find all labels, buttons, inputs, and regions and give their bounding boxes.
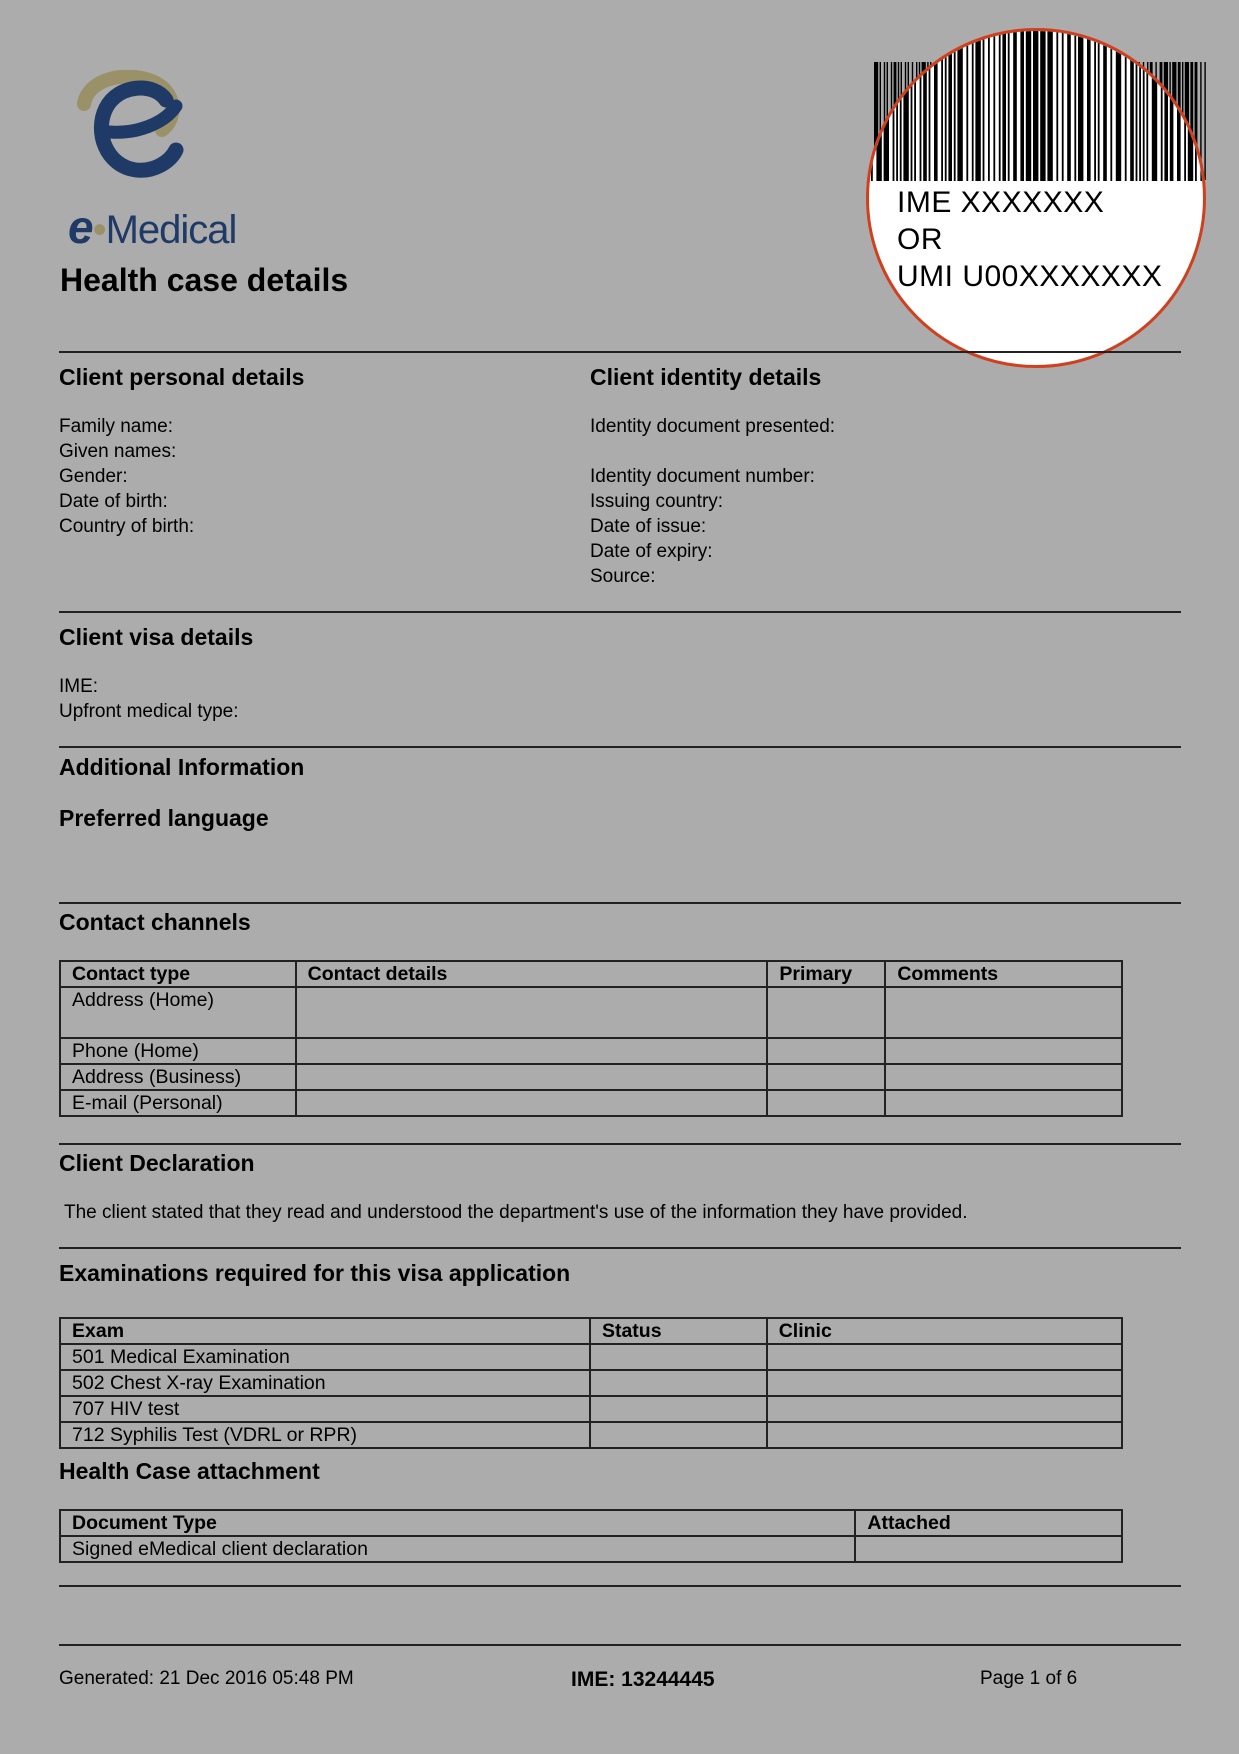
examinations-table (59, 1317, 1123, 1449)
clinic-cell (767, 1344, 1122, 1370)
barcode-bar (911, 31, 913, 181)
column-header: Exam (60, 1318, 590, 1344)
column-header: Primary (767, 961, 885, 987)
barcode-bar (1188, 31, 1193, 181)
exam-cell: 502 Chest X-ray Examination (60, 1370, 590, 1396)
barcode-bar (948, 31, 952, 181)
field-upfront-medical-type: Upfront medical type: (59, 701, 239, 722)
barcode-bar (1033, 31, 1038, 181)
generated-timestamp: Generated: 21 Dec 2016 05:48 PM (59, 1668, 354, 1689)
barcode-bar (1087, 31, 1091, 181)
clinic-cell (767, 1396, 1122, 1422)
preferred-language-heading: Preferred language (59, 805, 269, 831)
divider (59, 902, 1181, 904)
barcode-bar (1204, 62, 1205, 180)
magnifier-text (897, 184, 1162, 295)
logo-e-letter: e (68, 201, 93, 253)
barcode-bar (1146, 31, 1148, 181)
barcode-bar (1094, 31, 1096, 181)
logo-dot: • (92, 208, 106, 252)
table-row (60, 987, 1122, 1038)
barcode-bar (896, 31, 898, 181)
barcode-bar (1139, 31, 1141, 181)
divider (59, 611, 1181, 613)
table-row (60, 1038, 1122, 1064)
document-type-cell: Signed eMedical client declaration (60, 1536, 855, 1562)
emedical-logo-text (68, 200, 236, 254)
client-declaration-text: The client stated that they read and understood the department's use of the information they have provided. (64, 1202, 968, 1223)
footer-divider (59, 1644, 1181, 1646)
barcode-bar (1130, 31, 1134, 181)
divider (59, 1247, 1181, 1249)
field-date-of-birth: Date of birth: (59, 491, 168, 512)
contact-type-cell: E-mail (Personal) (60, 1090, 296, 1116)
barcode-bar (884, 31, 889, 181)
barcode-bar (941, 31, 943, 181)
magnifier-line-umi: UMI U00XXXXXXX (897, 260, 1163, 293)
barcode-bar (1200, 31, 1202, 181)
field-date-of-issue: Date of issue: (590, 516, 707, 537)
barcode-bar (975, 31, 980, 181)
table-row (60, 1396, 1122, 1422)
contact-details-cell (296, 1038, 768, 1064)
clinic-cell (767, 1370, 1122, 1396)
column-header: Contact details (296, 961, 768, 987)
column-header: Contact type (60, 961, 296, 987)
barcode-bar (954, 31, 956, 181)
barcode-bar (1170, 31, 1174, 181)
barcode-bar (966, 31, 968, 181)
barcode-bar (1020, 31, 1024, 181)
column-header: Attached (855, 1510, 1122, 1536)
barcode-bar (999, 31, 1001, 181)
barcode-bar (1195, 31, 1197, 181)
field-identity-document-presented: Identity document presented: (590, 416, 836, 437)
barcode-bar (957, 31, 962, 181)
clinic-cell (767, 1422, 1122, 1448)
status-cell (590, 1422, 767, 1448)
personal-details-heading: Client personal details (59, 364, 305, 390)
additional-information-heading: Additional Information (59, 754, 305, 780)
barcode-bar (1047, 31, 1052, 181)
page-number: Page 1 of 6 (980, 1668, 1078, 1689)
personal-details-fields (59, 414, 194, 539)
table-row (60, 1536, 1122, 1562)
column-header: Clinic (767, 1318, 1122, 1344)
comments-cell (885, 987, 1122, 1038)
barcode-bar (1026, 31, 1031, 181)
status-cell (590, 1370, 767, 1396)
contact-type-cell: Phone (Home) (60, 1038, 296, 1064)
field-source: Source: (590, 566, 656, 587)
barcode-bar (900, 31, 902, 181)
barcode-bar (934, 31, 938, 181)
divider (59, 1585, 1181, 1587)
attached-cell (855, 1536, 1122, 1562)
barcode-bar (1067, 31, 1071, 181)
comments-cell (885, 1038, 1122, 1064)
visa-details-fields (59, 674, 239, 724)
barcode-bar (1103, 31, 1107, 181)
comments-cell (885, 1064, 1122, 1090)
barcode-bar (1110, 31, 1112, 181)
barcode-bar (1136, 31, 1138, 181)
contact-details-cell (296, 1090, 768, 1116)
barcode-bar (1152, 31, 1157, 181)
barcode-bar (1013, 31, 1017, 181)
barcode-bar (945, 31, 947, 181)
barcode-bar (929, 31, 931, 181)
barcode-bar (1040, 31, 1045, 181)
magnifier-line-ime: IME XXXXXXX (897, 186, 1105, 219)
column-header: Comments (885, 961, 1122, 987)
barcode-bar (923, 31, 927, 181)
barcode-bar (993, 31, 995, 181)
barcode-bar (903, 31, 908, 181)
contact-channels-table (59, 960, 1123, 1117)
field-ime: IME: (59, 676, 99, 697)
barcode-bar (1062, 31, 1064, 181)
health-case-attachment-heading: Health Case attachment (59, 1458, 320, 1484)
footer-ime-number: IME: 13244445 (571, 1668, 715, 1691)
status-cell (590, 1396, 767, 1422)
column-header: Status (590, 1318, 767, 1344)
field-country-of-birth: Country of birth: (59, 516, 195, 537)
barcode-bar (1078, 31, 1083, 181)
field-issuing-country: Issuing country: (590, 491, 724, 512)
barcode-bar (914, 31, 916, 181)
barcode-magnifier (866, 28, 1206, 368)
barcode-bar (1074, 31, 1076, 181)
table-row (60, 1370, 1122, 1396)
barcode-bar (920, 31, 922, 181)
identity-details-heading: Client identity details (590, 364, 822, 390)
barcode-bar (876, 31, 881, 181)
barcode-bar (1116, 31, 1121, 181)
field-gender: Gender: (59, 466, 128, 487)
barcode-bar (1125, 31, 1127, 181)
exam-cell: 712 Syphilis Test (VDRL or RPR) (60, 1422, 590, 1448)
barcode-bar (1177, 31, 1181, 181)
identity-details-fields (590, 414, 835, 589)
barcode-bar (1143, 31, 1145, 181)
table-header-row (60, 1318, 1122, 1344)
primary-cell (767, 987, 885, 1038)
exam-cell: 707 HIV test (60, 1396, 590, 1422)
divider (59, 1143, 1181, 1145)
table-row (60, 1344, 1122, 1370)
barcode-bar (871, 31, 873, 181)
barcode-bar (1008, 31, 1010, 181)
barcode-bar (983, 31, 985, 181)
contact-details-cell (296, 1064, 768, 1090)
emedical-logo-icon (66, 70, 206, 190)
page-title: Health case details (60, 262, 349, 298)
primary-cell (767, 1038, 885, 1064)
client-declaration-heading: Client Declaration (59, 1150, 255, 1176)
logo-wordmark: Medical (105, 208, 237, 252)
field-spacer (590, 439, 835, 464)
status-cell (590, 1344, 767, 1370)
barcode-bar (988, 31, 990, 181)
barcode-bar (893, 31, 895, 181)
contact-channels-heading: Contact channels (59, 909, 251, 935)
magnified-barcode (869, 31, 1206, 181)
column-header: Document Type (60, 1510, 855, 1536)
visa-details-heading: Client visa details (59, 624, 254, 650)
field-identity-document-number: Identity document number: (590, 466, 815, 487)
table-header-row (60, 1510, 1122, 1536)
attachment-table (59, 1509, 1123, 1563)
contact-type-cell: Address (Home) (60, 987, 296, 1038)
contact-details-cell (296, 987, 768, 1038)
field-family-name: Family name: (59, 416, 174, 437)
field-date-of-expiry: Date of expiry: (590, 541, 713, 562)
barcode-bar (1002, 31, 1006, 181)
barcode-bar (1161, 31, 1163, 181)
exam-cell: 501 Medical Examination (60, 1344, 590, 1370)
primary-cell (767, 1064, 885, 1090)
divider (59, 351, 1181, 353)
table-row (60, 1064, 1122, 1090)
barcode-bar (1098, 31, 1100, 181)
barcode-bar (1164, 31, 1168, 181)
table-row (60, 1090, 1122, 1116)
examinations-heading: Examinations required for this visa application (59, 1260, 571, 1286)
barcode-bar (1184, 31, 1186, 181)
primary-cell (767, 1090, 885, 1116)
barcode-bar (1056, 31, 1058, 181)
magnifier-line-or: OR (897, 223, 943, 256)
table-header-row (60, 961, 1122, 987)
field-given-names: Given names: (59, 441, 177, 462)
table-row (60, 1422, 1122, 1448)
barcode-bar (972, 31, 974, 181)
comments-cell (885, 1090, 1122, 1116)
contact-type-cell: Address (Business) (60, 1064, 296, 1090)
divider (59, 746, 1181, 748)
